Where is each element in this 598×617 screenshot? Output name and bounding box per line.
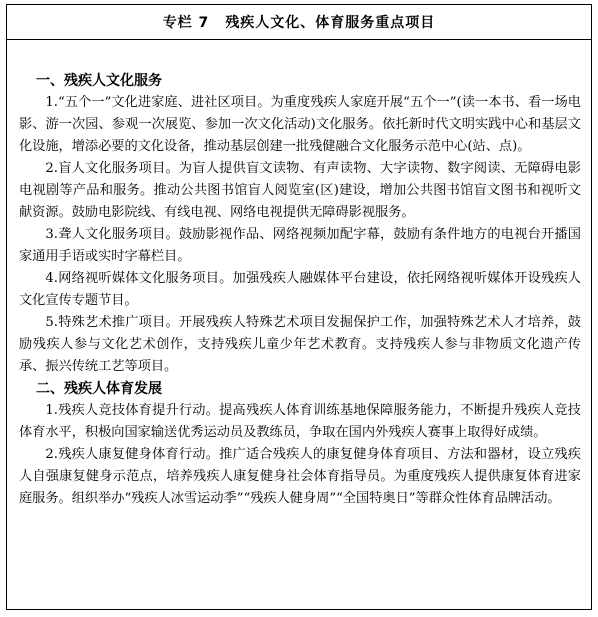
box-content	[7, 40, 591, 510]
culture-item-3: 3.聋人文化服务项目。鼓励影视作品、网络视频加配字幕，鼓励有条件地方的电视台开播国家通用手语或实时字幕栏目。	[19, 227, 581, 264]
section-heading-sports: 二、残疾人体育发展	[36, 381, 162, 397]
culture-item-4: 4.网络视听媒体文化服务项目。加强残疾人融媒体平台建设，依托网络视听媒体开设残疾人文化宣传专题节目。	[19, 271, 581, 308]
culture-item-1: 1.“五个一”文化进家庭、进社区项目。为重度残疾人家庭开展“五个一”(读一本书、看一场电影、游一次园、参观一次展览、参加一次文化活动)文化服务。依托新时代文明实践中心和基层文化设施，增添必要的文化设备，推动基层创建一批残健融合文化服务示范中心(站、点)。	[19, 95, 581, 154]
section-heading-culture: 一、残疾人文化服务	[36, 73, 162, 89]
box-title: 残疾人文化、体育服务重点项目	[225, 15, 436, 31]
box-title-bar	[7, 5, 591, 40]
box-label: 专栏 7	[162, 15, 210, 31]
culture-item-5: 5.特殊艺术推广项目。开展残疾人特殊艺术项目发掘保护工作，加强特殊艺术人才培养，鼓励残疾人参与文化艺术创作，支持残疾儿童少年艺术教育。支持残疾人参与非物质文化遗产传承、振兴传统工艺等项目。	[19, 315, 581, 374]
sports-item-1: 1.残疾人竞技体育提升行动。提高残疾人体育训练基地保障服务能力，不断提升残疾人竞技体育水平，积极向国家输送优秀运动员及教练员，争取在国内外残疾人赛事上取得好成绩。	[19, 403, 581, 440]
feature-box	[6, 4, 592, 610]
sports-item-2: 2.残疾人康复健身体育行动。推广适合残疾人的康复健身体育项目、方法和器材，设立残疾人自强康复健身示范点，培养残疾人康复健身社会体育指导员。为重度残疾人提供康复体育进家庭服务。组织举办“残疾人冰雪运动季”“残疾人健身周”“全国特奥日”等群众性体育品牌活动。	[19, 447, 581, 506]
culture-item-2: 2.盲人文化服务项目。为盲人提供盲文读物、有声读物、大字读物、数字阅读、无障碍电影电视剧等产品和服务。推动公共图书馆盲人阅览室(区)建设，增加公共图书馆盲文图书和视听文献资源。鼓励电影院线、有线电视、网络电视提供无障碍影视服务。	[19, 161, 581, 220]
